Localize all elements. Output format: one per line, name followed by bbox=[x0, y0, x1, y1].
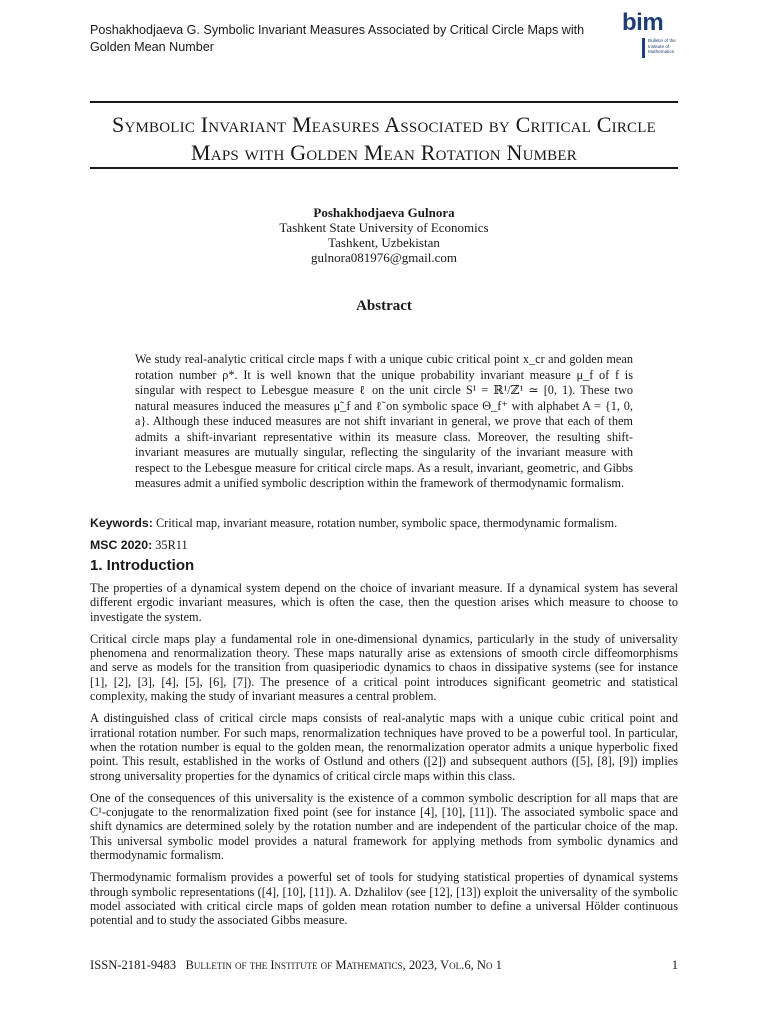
paragraph: A distinguished class of critical circle maps consists of real-analytic maps with a unique cubic critical point and irrational rotation number. For such maps, renormalization techniques have proved to be a powerful tool. In particular, when the rotation number is equal to the golden mean, the renormalization operator admits a unique hyperbolic fixed point. This result, established in the works of Ostlund and others ([2]) and subsequent authors ([5], [8], [9]) implies strong universality properties for the dynamics of critical circle maps within this class. bbox=[90, 711, 678, 783]
author-affiliation: Tashkent State University of Economics bbox=[279, 220, 489, 235]
author-location: Tashkent, Uzbekistan bbox=[328, 235, 440, 250]
keywords bbox=[90, 516, 680, 531]
running-header: Poshakhodjaeva G. Symbolic Invariant Measures Associated by Critical Circle Maps with Golden Mean Number bbox=[90, 23, 585, 54]
logo-text: bim bbox=[622, 9, 664, 36]
logo-subtext: Bulletin of the Institute of Mathematics bbox=[648, 38, 676, 54]
footer-issn: ISSN-2181-9483 bbox=[90, 958, 177, 972]
page-number: 1 bbox=[671, 958, 678, 972]
paper-title: Symbolic Invariant Measures Associated by Critical Circle Maps with Golden Mean Rotation Number bbox=[112, 112, 656, 165]
paragraph: Critical circle maps play a fundamental role in one-dimensional dynamics, particularly in the study of universality phenomena and renormalization theory. These maps naturally arise as extensions of smooth circle diffeomorphisms and serve as models for the transition from quasiperiodic dynamics to chaos in dissipative systems (see for instance [1], [2], [3], [4], [5], [6], [7]). The presence of a critical point introduces significant geometric and statistical complexity, making the study of invariant measures a central problem. bbox=[90, 631, 678, 704]
body-text bbox=[90, 581, 678, 936]
abstract-heading: Abstract bbox=[356, 298, 412, 314]
title-top-rule bbox=[90, 101, 678, 103]
footer-journal bbox=[90, 958, 502, 973]
abstract-text: We study real-analytic critical circle maps f with a unique cubic critical point x_cr and golden mean rotation number ρ*. It is well known that the unique probability invariant measure μ_f of f is singular with respect to Lebesgue measure ℓ on the unit circle S¹ = ℝ¹/ℤ¹ ≃ [0, 1). These two natural measures induced the measures μ̃_f and ℓ̃ on symbolic space Θ_f⁺ with alphabet A = {1, 0, a}. Although these induced measures are not shift invariant in general, we prove that each of them admits a shift-invariant representative within its measure class. Moreover, the resulting shift-invariant measures are mutually singular, reflecting the singularity of the invariant measure with respect to the Lebesgue measure for critical circle maps. As a result, invariant, geometric, and Gibbs measures admit a unified symbolic description within the framework of thermodynamic formalism. bbox=[135, 352, 633, 490]
author-block bbox=[90, 205, 678, 265]
journal-logo bbox=[618, 9, 680, 58]
msc-classification bbox=[90, 538, 680, 553]
page-footer bbox=[90, 958, 678, 973]
paragraph: Thermodynamic formalism provides a powerful set of tools for studying statistical properties of dynamical systems through symbolic representations ([4], [10], [11]). A. Dzhalilov (see [12], [13]) exploit the universality of the symbolic model associated with critical circle maps of golden mean rotation number to define a universal Hölder continuous potential and to study the associated Gibbs measure. bbox=[90, 870, 678, 928]
logo-bar bbox=[642, 38, 645, 58]
keywords-text: Critical map, invariant measure, rotation number, symbolic space, thermodynamic formalism. bbox=[155, 516, 618, 530]
title-bottom-rule bbox=[90, 167, 678, 169]
author-name: Poshakhodjaeva Gulnora bbox=[313, 205, 455, 220]
paragraph: One of the consequences of this universality is the existence of a common symbolic description for all maps that are C¹-conjugate to the renormalization fixed point (see for instance [4], [10], [11]). The associated symbolic space and shift dynamics are determined solely by the rotation number and are independent of the particular choice of the map. This universal symbolic model provides a natural framework for applying methods from symbolic dynamics and thermodynamic formalism. bbox=[90, 790, 678, 863]
author-email[interactable]: gulnora081976@gmail.com bbox=[311, 250, 457, 265]
msc-label: MSC 2020: bbox=[90, 538, 153, 552]
msc-text: 35R11 bbox=[155, 538, 188, 552]
section-heading: 1. Introduction bbox=[90, 557, 195, 574]
keywords-label: Keywords: bbox=[90, 516, 153, 530]
footer-journal-name: Bulletin of the Institute of Mathematics, 2023, Vol.6, No 1 bbox=[185, 958, 502, 972]
paragraph: The properties of a dynamical system depend on the choice of invariant measure. If a dynamical system has several different ergodic invariant measures, which is often the case, then the question arises which measure to choose to investigate the system. bbox=[90, 581, 678, 624]
